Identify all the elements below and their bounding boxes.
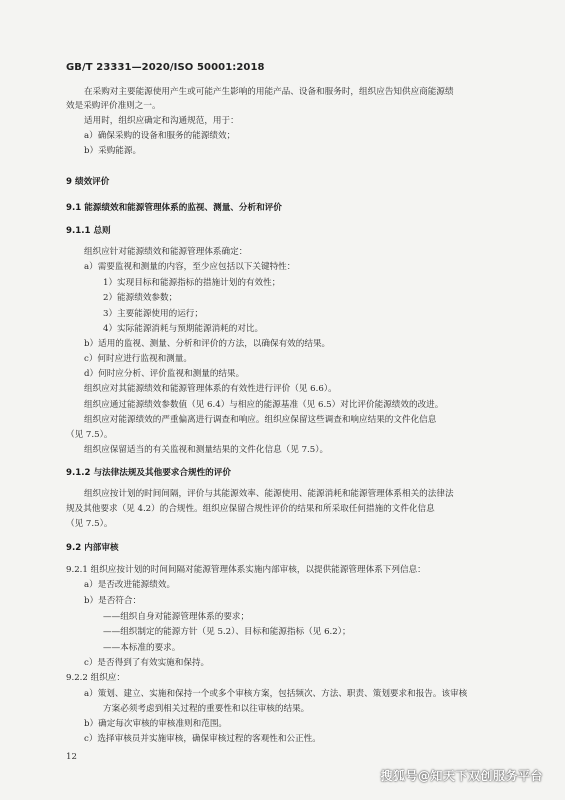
section-heading: 9 绩效评价 (66, 177, 110, 187)
paragraph-line: 9.2.1 组织应按计划的时间间隔对能源管理体系实施内部审核，以提供能源管理体系下列信息： (66, 565, 426, 575)
list-item: b）确定每次审核的审核准则和范围。 (84, 719, 228, 729)
list-item: b）采购能源。 (84, 146, 142, 156)
section-heading: 9.1 能源绩效和能源管理体系的监视、测量、分析和评价 (66, 203, 282, 213)
section-heading: 9.1.2 与法律法规及其他要求合规性的评价 (66, 468, 231, 478)
paragraph-line: 组织应对能源绩效的严重偏离进行调查和响应。组织应保留这些调查和响应结果的文件化信息 (84, 415, 437, 425)
list-item: b）是否符合： (84, 596, 142, 606)
watermark: 搜狐号@知天下双创服务平台 (380, 769, 543, 783)
list-item: c）是否得到了有效实施和保持。 (84, 658, 210, 668)
section-heading: 9.2 内部审核 (66, 543, 119, 553)
list-item: a）确保采购的设备和服务的能源绩效； (84, 131, 236, 141)
standard-header: GB/T 23331—2020/ISO 50001:2018 (66, 62, 265, 73)
paragraph-line: 组织应针对能源绩效和能源管理体系确定： (84, 247, 248, 257)
list-item: ——本标准的要求。 (103, 643, 181, 653)
list-item: 1）实现目标和能源指标的措施计划的有效性； (103, 278, 281, 288)
list-item: 4）实际能源消耗与预期能源消耗的对比。 (103, 324, 264, 334)
paragraph-line: 组织应对其能源绩效和能源管理体系的有效性进行评价（见 6.6）。 (84, 384, 337, 394)
paragraph-line: 组织应按计划的时间间隔，评价与其能源效率、能源使用、能源消耗和能源管理体系相关的法律法 (84, 489, 454, 499)
section-heading: 9.1.1 总则 (66, 226, 111, 236)
list-item: d）何时应分析、评价监视和测量的结果。 (84, 369, 245, 379)
list-item: b）适用的监视、测量、分析和评价的方法，以确保有效的结果。 (84, 339, 331, 349)
list-item: ——组织制定的能源方针（见 5.2）、目标和能源指标（见 6.2）； (103, 627, 351, 637)
paragraph-line: （见 7.5）。 (66, 430, 113, 440)
paragraph-line: 组织应保留适当的有关监视和测量结果的文件化信息（见 7.5）。 (84, 445, 329, 455)
page-number: 12 (66, 752, 77, 762)
list-item: ——组织自身对能源管理体系的要求； (103, 612, 250, 622)
list-item: a）策划、建立、实施和保持一个或多个审核方案，包括频次、方法、职责、策划要求和报告。该审核 (84, 689, 468, 699)
list-item: a）需要监视和测量的内容，至少应包括以下关键特性： (84, 262, 296, 272)
list-item: c）何时应进行监视和测量。 (84, 354, 192, 364)
list-item: 方案必须考虑到相关过程的重要性和以往审核的结果。 (103, 704, 310, 714)
paragraph-line: 效是采购评价准则之一。 (66, 101, 161, 111)
paragraph-line: 适用时，组织应确定和沟通规范，用于： (84, 116, 239, 126)
paragraph-line: （见 7.5）。 (66, 519, 113, 529)
list-item: 2）能源绩效参数； (103, 293, 178, 303)
list-item: 3）主要能源使用的运行； (103, 309, 203, 319)
list-item: a）是否改进能源绩效。 (84, 580, 176, 590)
paragraph-line: 9.2.2 组织应： (66, 673, 125, 683)
paragraph-line: 在采购对主要能源使用产生或可能产生影响的用能产品、设备和服务时，组织应告知供应商能源绩 (84, 87, 454, 97)
list-item: c）选择审核员并实施审核，确保审核过程的客观性和公正性。 (84, 734, 321, 744)
paragraph-line: 规及其他要求（见 4.2）的合规性。组织应保留合规性评价的结果和所采取任何措施的文件化信息 (66, 504, 435, 514)
paragraph-line: 组织应通过能源绩效参数值（见 6.4）与相应的能源基准（见 6.5）对比评价能源绩效的改进。 (84, 400, 444, 410)
